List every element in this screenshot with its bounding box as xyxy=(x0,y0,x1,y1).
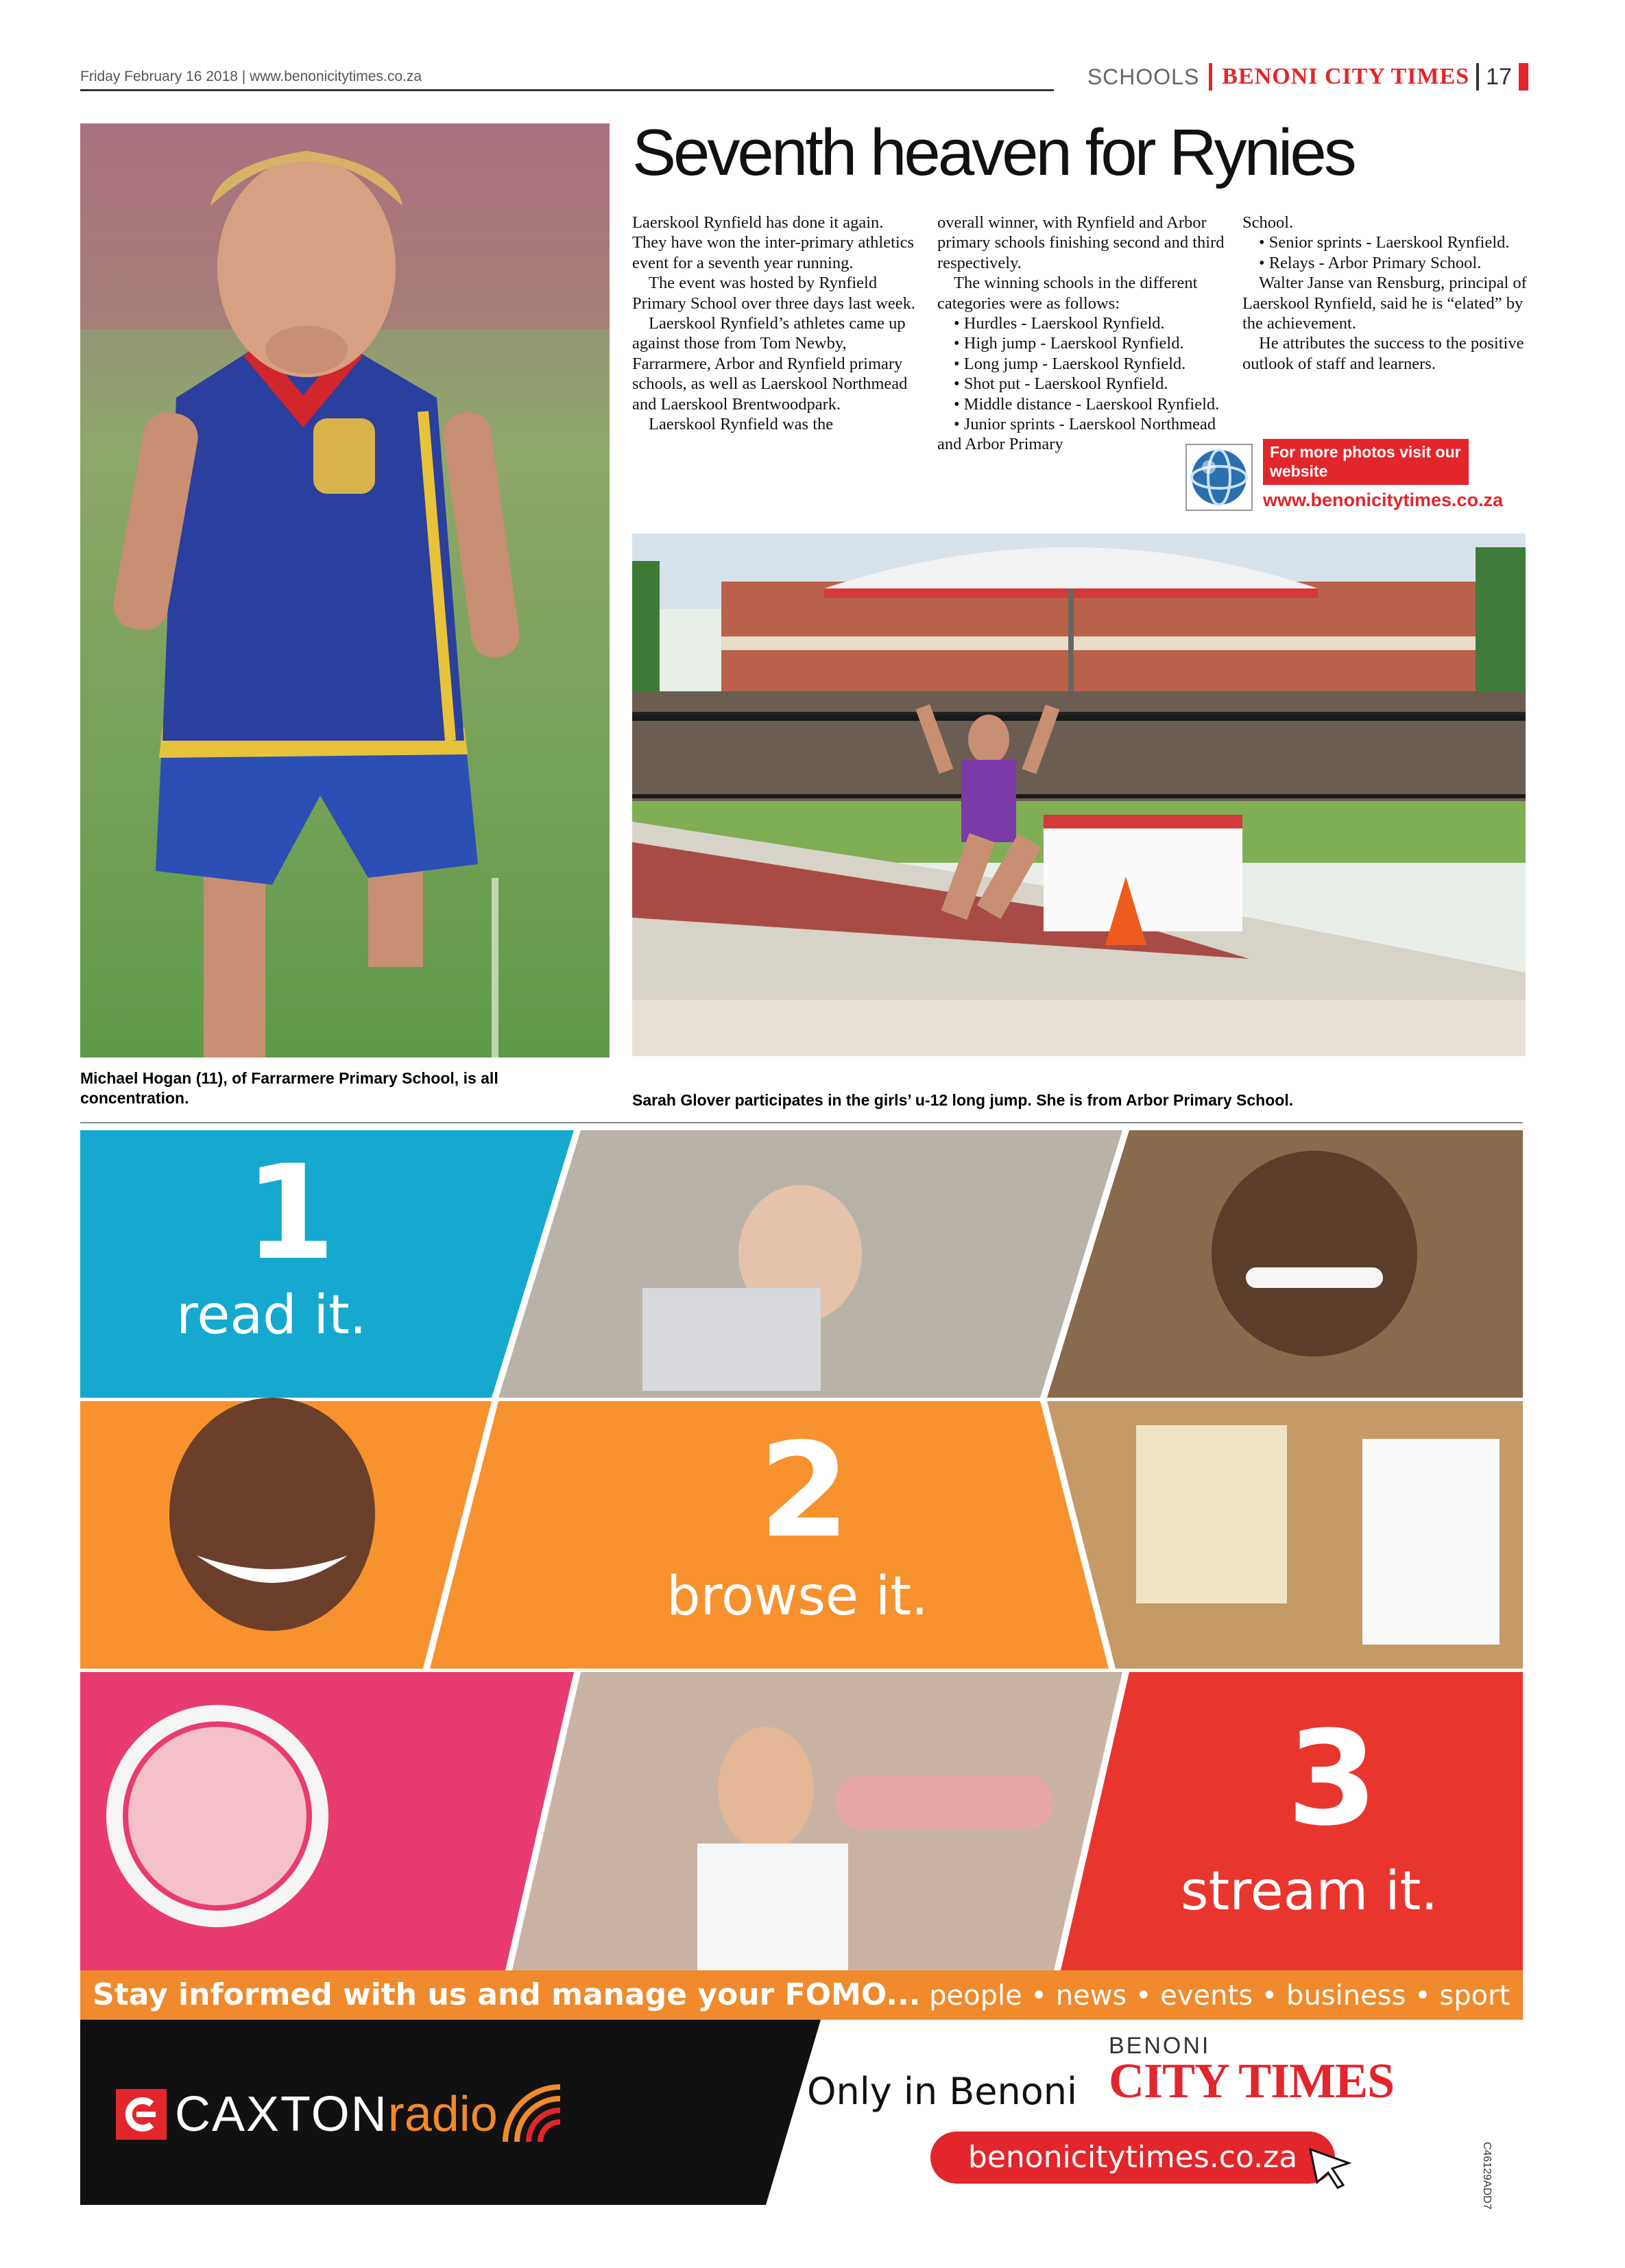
website-button[interactable]: benonicitytimes.co.za xyxy=(930,2132,1335,2184)
paragraph: The winning schools in the different categories were as follows: xyxy=(937,274,1198,313)
caxton-radio: radio xyxy=(387,2087,498,2142)
globe-icon xyxy=(1185,443,1253,512)
paragraph: The event was hosted by Rynfield Primary School over three days last week. xyxy=(632,274,915,313)
runner-photo xyxy=(80,123,610,1058)
digital-advert xyxy=(80,1130,1625,2210)
list-item: • Junior sprints - Laerskool Northmead and Arbor Primary xyxy=(937,414,1216,454)
caxton-radio-logo xyxy=(116,2084,564,2145)
ad-code: C46129ADD7 xyxy=(1481,2142,1493,2210)
paragraph: Laerskool Rynfield’s athletes came up against those from Tom Newby, Farrarmere, Arbor and Rynfield primary schools, as well as Laerskool Northmead and Laerskool Brentwoodpark. xyxy=(632,313,908,414)
list-item: • Senior sprints - Laerskool Rynfield. xyxy=(1259,233,1510,252)
promo-url-link[interactable]: www.benonicitytimes.co.za xyxy=(1263,490,1504,510)
caption-long-jump: Sarah Glover participates in the girls’ u-12 long jump. She is from Arbor Primary School. xyxy=(632,1091,1294,1109)
step-3-label: stream it. xyxy=(1181,1861,1439,1922)
fomo-strip xyxy=(80,1970,1625,2020)
caxton-name: CAXTON xyxy=(175,2087,388,2142)
article-column-3 xyxy=(1242,213,1530,374)
step-2-label: browse it. xyxy=(666,1566,928,1627)
page-number: 17 xyxy=(1486,63,1512,90)
long-jump-photo xyxy=(632,534,1526,1056)
paragraph: Walter Janse van Rensburg, principal of Laerskool Rynfield, said he is “elated” by the achievement. xyxy=(1242,274,1527,333)
article-column-1 xyxy=(632,213,922,434)
caption-runner: Michael Hogan (11), of Farrarmere Primary School, is all concentration. xyxy=(80,1069,498,1107)
step-1-label: read it. xyxy=(176,1285,367,1346)
only-in-benoni: Only in Benoni xyxy=(807,2070,1078,2113)
web-promo xyxy=(1185,439,1528,521)
ad-benoni-label: BENONI xyxy=(1109,2033,1211,2059)
fomo-topics: people • news • events • business • sport • music xyxy=(920,1980,1625,2012)
ad-city-times-logo: CITY TIMES xyxy=(1109,2053,1395,2108)
header-divider-2 xyxy=(1476,63,1479,91)
step-3-number: 3 xyxy=(1287,1703,1378,1854)
paragraph: Laerskool Rynfield has done it again. xyxy=(632,213,884,232)
section-label: SCHOOLS xyxy=(1087,64,1200,89)
list-item: • Relays - Arbor Primary School. xyxy=(1259,253,1482,272)
paper-name: BENONI CITY TIMES xyxy=(1222,64,1470,89)
list-item: • Shot put - Laerskool Rynfield. xyxy=(954,374,1168,394)
list-item: • High jump - Laerskool Rynfield. xyxy=(954,334,1184,353)
promo-text: For more photos visit our website xyxy=(1263,439,1469,485)
list-item: • Long jump - Laerskool Rynfield. xyxy=(954,354,1186,373)
headline: Seventh heaven for Rynies xyxy=(632,116,1354,189)
header-divider xyxy=(1209,63,1212,91)
header-rule xyxy=(80,89,1054,91)
radio-waves-icon xyxy=(502,2084,564,2145)
paragraph: School. xyxy=(1242,213,1294,232)
article-column-2 xyxy=(937,213,1227,455)
caxton-c-icon xyxy=(116,2089,167,2140)
step-1-number: 1 xyxy=(245,1137,336,1289)
list-item: • Middle distance - Laerskool Rynfield. xyxy=(954,394,1220,414)
header-red-block xyxy=(1519,63,1528,91)
step-2-number: 2 xyxy=(759,1415,850,1566)
paragraph: overall winner, with Rynfield and Arbor primary schools finishing second and third respectively. xyxy=(937,213,1225,272)
paragraph: He attributes the success to the positive outlook of staff and learners. xyxy=(1242,334,1524,373)
section-separator xyxy=(80,1122,1523,1123)
fomo-headline: Stay informed with us and manage your FOMO... xyxy=(93,1977,921,2012)
list-item: • Hurdles - Laerskool Rynfield. xyxy=(954,313,1165,333)
header-masthead xyxy=(1087,63,1528,91)
header-date-site: Friday February 16 2018 | www.benonicitytimes.co.za xyxy=(80,69,422,84)
paragraph: Laerskool Rynfield was the xyxy=(649,414,834,433)
paragraph: They have won the inter-primary athletics event for a seventh year running. xyxy=(632,233,915,272)
cursor-arrow-icon xyxy=(1308,2147,1351,2191)
